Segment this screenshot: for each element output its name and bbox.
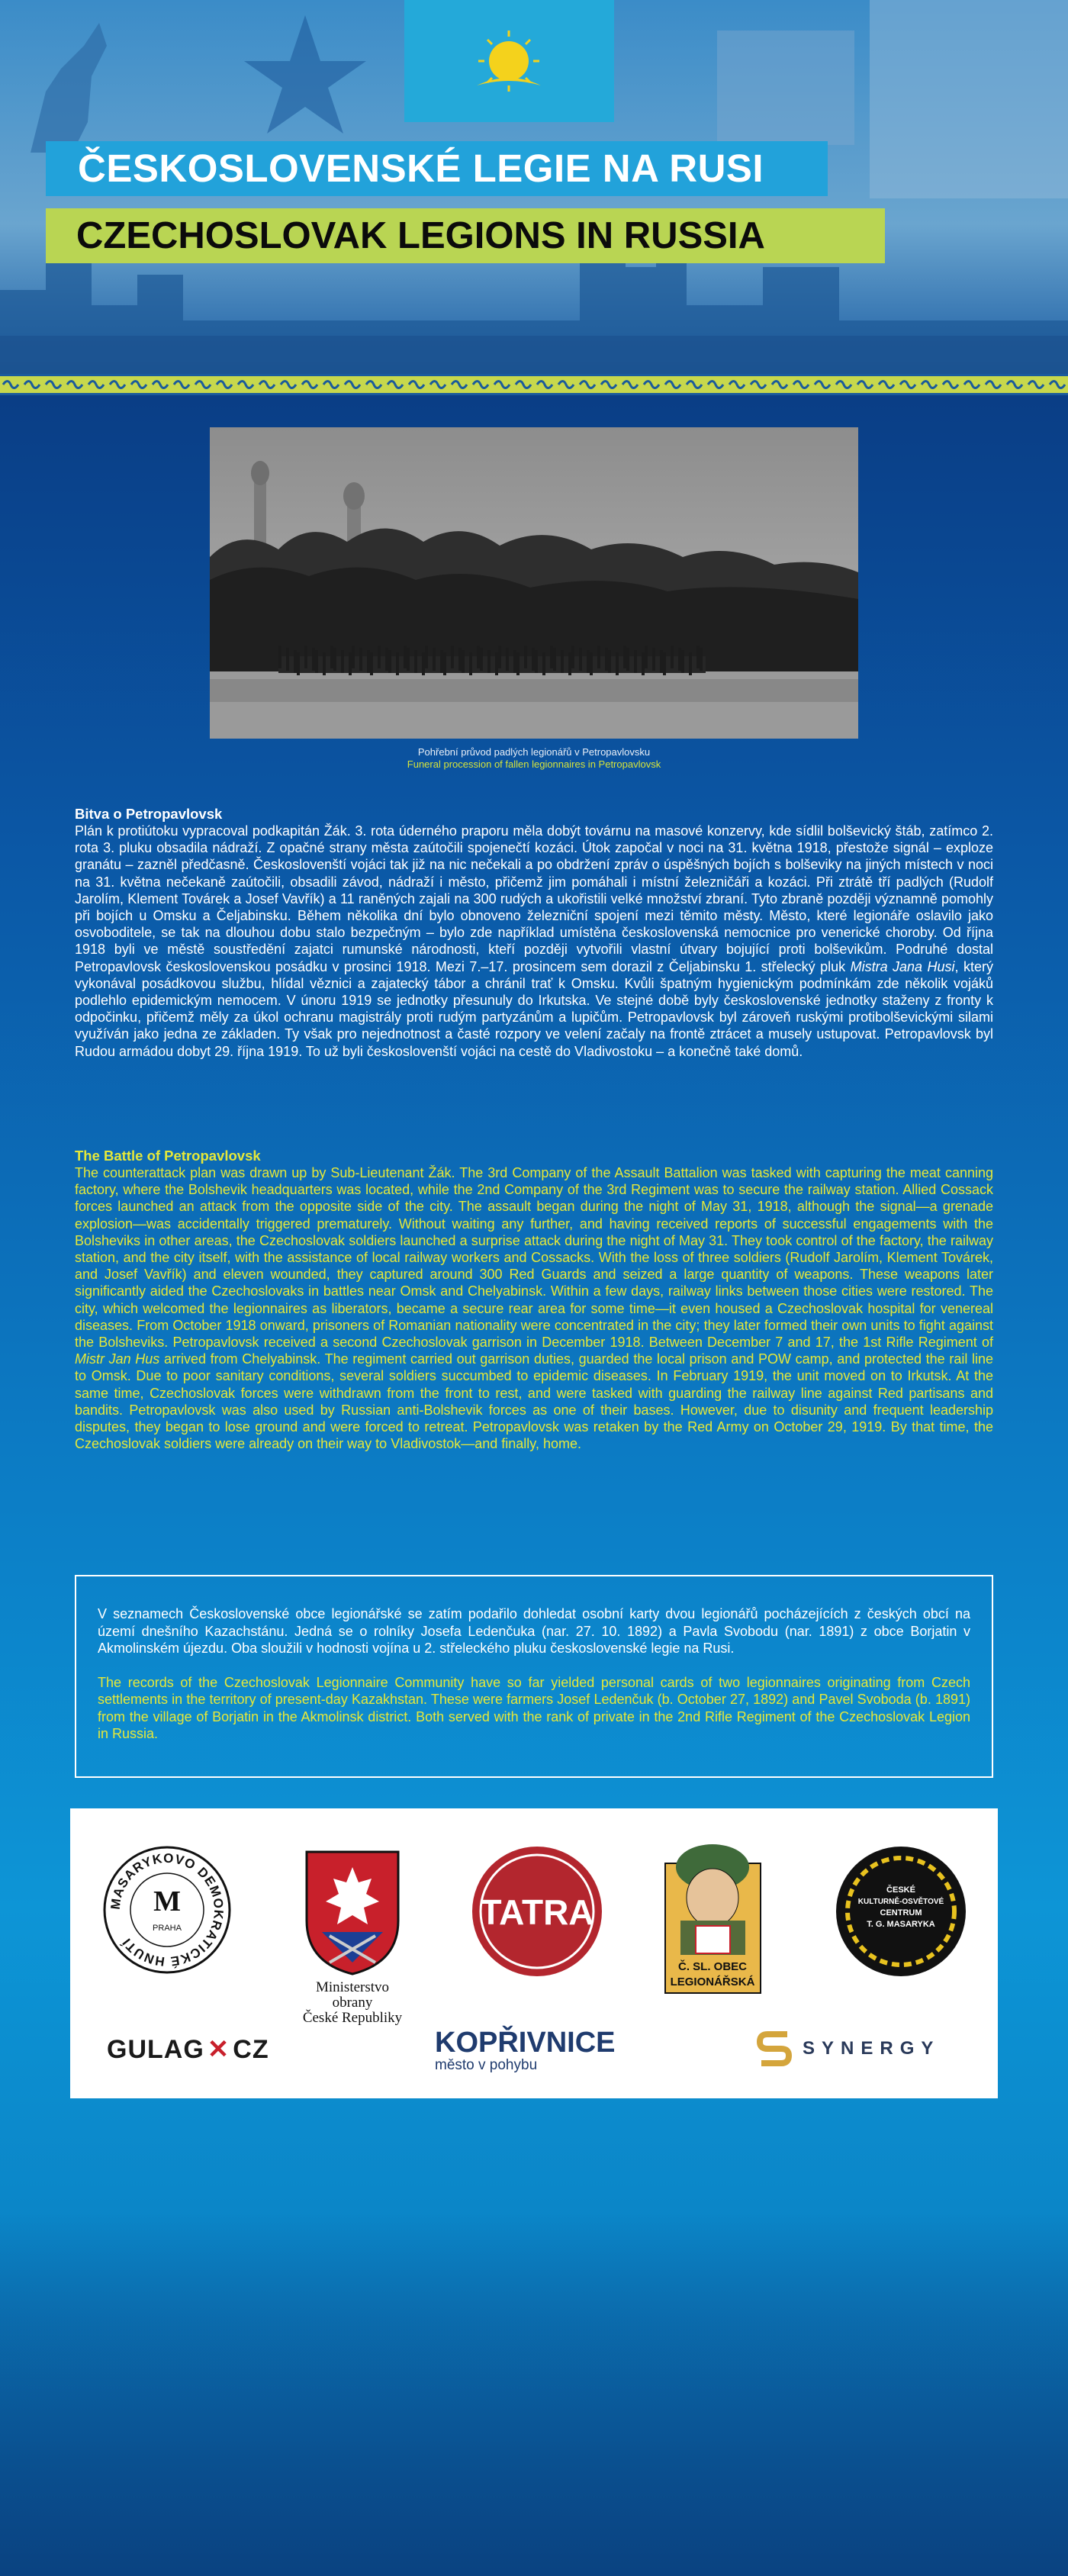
barbed-wire-icon: ✕ [207, 2035, 230, 2064]
gulag-domain: CZ [233, 2035, 269, 2064]
masaryk-movement-logo [102, 1845, 232, 1975]
mod-name-line1: Ministerstvo obrany [315, 1979, 390, 2011]
svg-text:Č. SL. OBEC [678, 1959, 747, 1973]
battle-text-english [75, 1147, 993, 1452]
legionnaires-records-box [75, 1575, 993, 1778]
csol-line2: OBEC [713, 1960, 748, 1973]
centre-line4: T. G. MASARYKA [867, 1920, 935, 1929]
centre-line3: CENTRUM [880, 1908, 922, 1918]
csol-legionnaire-logo [661, 1833, 764, 1997]
synergy-logo [757, 2030, 940, 2068]
title-english: CZECHOSLOVAK LEGIONS IN RUSSIA [46, 208, 885, 263]
funeral-procession-photo [210, 427, 858, 739]
masaryk-city-text: PRAHA [153, 1924, 182, 1933]
regiment-name-czech: Mistra Jana Husi [850, 958, 955, 974]
paragraph-czech-part2: , který vykonával posádkovou službu, hlídal věznici a zajatecký tábor a chránil trať k Omsku. Kvůli špatným hygienickým podmínkám zde několik vojáků podlehlo epidemickým nemocem. V únoru 1919 se jednotky přesunuly do Irkutska. Ve stejné době byly československé jednotky staženy z fronty k odpočinku, přičemž měly za úkol ochranu magistrály proti rudým partyzánům a lupičům. Petropavlovsk byl zároveň ruskými protibolševickými silami využíván jako jedna ze základen. Ty však pro nejednotnost a časté rozpory ve velení začaly na frontě ztrácet a musely ustupovat. Petropavlovsk byl Rudou armádou dobyt 29. října 1919. To už byli českoslovenští vojáci na cestě do Vladivostoku – a konečně také domů. [75, 958, 993, 1059]
centre-line1: ČESKÉ [886, 1885, 915, 1895]
header-banner [0, 0, 1068, 374]
records-note-english: The records of the Czechoslovak Legionnaire Community have so far yielded personal cards of two legionnaires originating from Czech settlements in the territory of present-day Kazakhstan. These were farmers Josef Ledenčuk (b. October 27, 1892) and Pavel Svoboda (b. 1891) from the village of Borjatin in the Akmolinsk district. Both served with the rank of private in the 2nd Rifle Regiment of the Czechoslovak Legion in Russia. [98, 1674, 970, 1741]
koprivnice-logo [435, 2028, 615, 2074]
photo-caption-english: Funeral procession of fallen legionnaires in Petropavlovsk [407, 758, 661, 770]
synergy-wordmark: SYNERGY [803, 2038, 941, 2059]
paragraph-english-part1: The counterattack plan was drawn up by Sub-Lieutenant Žák. The 3rd Company of the Assault Battalion was tasked with capturing the meat canning factory, where the Bolshevik headquarters was located, while the 2nd Company of the 3rd Regiment was to secure the railway station. Allied Cossack forces launched an attack from the opposite side of the city. The assault began during the night of May 31, 1918, although the signal—a grenade explosion—was accidentally triggered prematurely. Without waiting any further, and having received reports of successful engagements with the Bolsheviks in other areas, the Czechoslovak soldiers launched a surprise attack during the night of May 31. They took control of the factory, the railway station, and the city itself, with the assistance of local railway workers and Cossacks. With the loss of three soldiers (Rudolf Jarolím, Klement Továrek, and Josef Vavřík) and eleven wounded, they captured around 300 Red Guards and seized a large quantity of weapons. These weapons later significantly aided the Czechoslovaks in battles near Omsk and Chelyabinsk. Within a few days, railway links between those cities were restored. The city, which welcomed the legionnaires as liberators, became a secure rear area for some time—it even housed a Czechoslovak hospital for venereal diseases. From October 1918 onward, prisoners of Romanian nationality were concentrated in the city; they later formed their own units to fight against the Bolsheviks. Petropavlovsk received a second Czechoslovak garrison in December 1918. Between December 7 and 17, the 1st Rifle Regiment of [75, 1165, 993, 1351]
centre-line2: KULTURNĚ-OSVĚTOVÉ [857, 1898, 944, 1906]
koprivnice-wordmark: KOPŘIVNICE [435, 2027, 616, 2059]
heading-english: The Battle of Petropavlovsk [75, 1148, 261, 1164]
records-note-czech: V seznamech Československé obce legionářské se zatím podařilo dohledat osobní karty dvou legionářů pocházejících z českých obcí na území dnešního Kazachstánu. Jedná se o rolníky Josefa Ledenčuka (nar. 27. 10. 1892) a Pavla Svobodu (nar. 1891) z obce Borjatin v Akmolinském újezdu. Oba sloužili v hodnosti vojína u 2. střeleckého pluku československé legie na Rusi. [98, 1606, 970, 1656]
kazakhstan-flag-emblem [404, 0, 614, 122]
gulag-wordmark: GULAG [107, 2035, 204, 2064]
masaryk-ring-text: MASARYKOVO DEMOKRATICKÉ HNUTÍ [108, 1850, 227, 1969]
tatra-logo [471, 1845, 604, 1979]
battle-text-czech [75, 805, 993, 1060]
sun-eagle-icon [404, 0, 614, 122]
regiment-name-english: Mistr Jan Hus [75, 1351, 160, 1367]
paragraph-czech-part1: Plán k protiútoku vypracoval podkapitán Žák. 3. rota úderného praporu měla dobýt továrnu na masové konzervy, kde sídlil bolševický štáb, zatímco 2. rota 3. pluku obsadila nádraží. Z opačné strany města zaútočili spojenečtí kozáci. Útok započal v noci na 31. května 1918, přestože signál – exploze granátu – zazněl předčasně. Českoslovenští vojáci tak již na nic nečekali a po obdržení zpráv o úspěšných bojích s bolševiky na jiných místech v noci na 31. května nečekaně zaútočili, obsadili závod, nádraží i město, přičemž jim pomáhali i místní železničáři a kozáci. Při ztrátě tří padlých (Rudolf Jarolím, Klement Továrek a Josef Vavřík) a 11 raněných zajali na 300 rudých a ukořistili velké množství zbraní. Tyto zbraně později významně pomohly při bojích u Omsku a Čeljabinsku. Během několika dní bylo obnoveno železniční spojení mezi těmito městy. Město, které legionáře oslavilo jako osvoboditele, se tak na dlouhou dobu stalo bezpečným – bylo zde například umístěna československá nemocnice pro venerické choroby. Od října 1918 byli ve městě soustředění zajatci rumunské národnosti, kteří později vytvořili vlastní útvary bojující proti bolševikům. Podruhé dostal Petropavlovsk československou posádku v prosinci 1918. Mezi 7.–17. prosincem sem dorazil z Čeljabinsku 1. střelecký pluk [75, 823, 993, 974]
svg-text:M: M [153, 1885, 181, 1918]
synergy-s-icon [757, 2030, 792, 2068]
heading-czech: Bitva o Petropavlovsk [75, 806, 223, 822]
bottom-gradient-band [0, 2213, 1068, 2576]
czech-lion-shield-icon [299, 1848, 406, 1978]
koprivnice-slogan: město v pohybu [435, 2057, 538, 2073]
csol-line3: LEGIONÁŘSKÁ [670, 1975, 755, 1988]
tatra-wordmark: TATRA [480, 1892, 594, 1932]
paragraph-czech [75, 823, 993, 1060]
paragraph-english-part2: arrived from Chelyabinsk. The regiment carried out garrison duties, guarded the local prison and POW camp, and protected the rail line to Omsk. Due to poor sanitary conditions, several soldiers succumbed to epidemic diseases. In February 1919, the unit moved on to Irkutsk. At the same time, Czechoslovak forces were withdrawn from the front to rest, and were tasked with guarding the railway line against Red partisans and bandits. Petropavlovsk was also used by Russian anti-Bolshevik forces as one of their bases. However, due to disunity and frequent leadership disputes, they began to lose ground and were forced to retreat. Petropavlovsk was retaken by the Red Army on October 29, 1919. By that time, the Czechoslovak soldiers were already on their way to Vladivostok—and finally, home. [75, 1351, 993, 1452]
photo-caption-czech: Pohřební průvod padlých legionářů v Petropavlovsku [417, 746, 651, 758]
gulag-cz-logo [107, 2034, 269, 2065]
paragraph-english [75, 1164, 993, 1452]
ministry-of-defence-logo [299, 1848, 406, 2026]
title-czech: ČESKOSLOVENSKÉ LEGIE NA RUSI [46, 141, 828, 196]
partner-logos-panel [70, 1808, 998, 2098]
mod-name-line2: České Republiky [302, 2010, 403, 2026]
ornament-strip [0, 374, 1068, 395]
csol-line1: Č. SL. [677, 1960, 711, 1973]
masaryk-cultural-centre-logo [835, 1845, 968, 1979]
